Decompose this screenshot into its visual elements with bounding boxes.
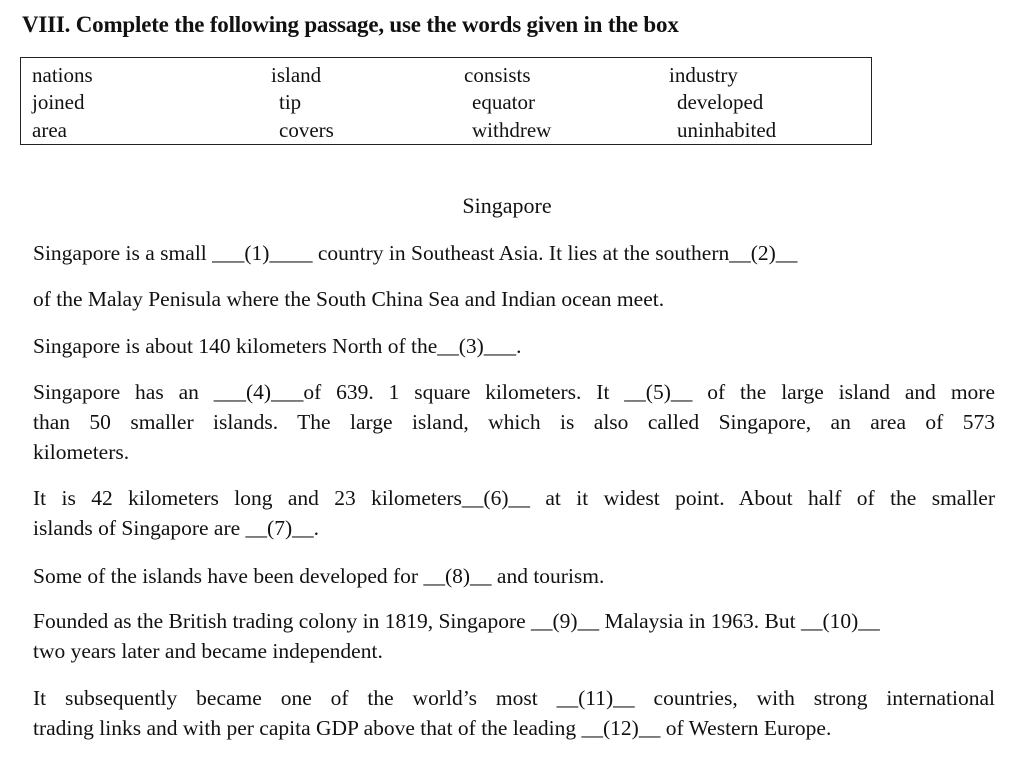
word-equator: equator: [472, 90, 535, 114]
word-consists: consists: [464, 63, 531, 87]
paragraph-5: [33, 561, 995, 591]
paragraph-4: [33, 483, 995, 543]
paragraph-3-line-1: Singapore has an ___(4)___of 639. 1 square kilometers. It __(5)__ of the large island and more: [33, 380, 995, 404]
word-uninhabited: uninhabited: [677, 118, 777, 142]
passage-title: Singapore: [462, 193, 552, 218]
word-withdrew: withdrew: [472, 118, 552, 142]
paragraph-3-line-2: than 50 smaller islands. The large island, which is also called Singapore, an area of 573: [33, 410, 995, 434]
word-nations: nations: [32, 63, 93, 87]
exercise-heading: VIII. Complete the following passage, use the words given in the box: [22, 12, 679, 37]
word-island: island: [271, 63, 322, 87]
word-box: [20, 57, 872, 145]
paragraph-5-line-1: Some of the islands have been developed for __(8)__ and tourism.: [33, 564, 605, 588]
word-industry: industry: [669, 63, 738, 87]
paragraph-2: [33, 331, 995, 361]
paragraph-7: [33, 683, 995, 743]
word-developed: developed: [677, 90, 764, 114]
paragraph-6-line-1: Founded as the British trading colony in 1819, Singapore __(9)__ Malaysia in 1963. But __(10)__: [33, 609, 880, 633]
paragraph-4-line-2: islands of Singapore are __(7)__.: [33, 516, 319, 540]
word-tip: tip: [279, 90, 302, 114]
paragraph-1: [33, 238, 995, 268]
word-area: area: [32, 118, 67, 142]
paragraph-1-line-1: Singapore is a small ___(1)____ country in Southeast Asia. It lies at the southern__(2)__: [33, 241, 798, 265]
word-covers: covers: [279, 118, 334, 142]
word-joined: joined: [32, 90, 85, 114]
paragraph-6: [33, 606, 995, 666]
paragraph-4-line-1: It is 42 kilometers long and 23 kilometers__(6)__ at it widest point. About half of the smaller: [33, 486, 995, 510]
paragraph-1-continued: [33, 284, 995, 314]
paragraph-6-line-2: two years later and became independent.: [33, 639, 383, 663]
paragraph-3: [33, 377, 995, 467]
paragraph-3-line-3: kilometers.: [33, 440, 130, 464]
paragraph-2-line-1: Singapore is about 140 kilometers North of the__(3)___.: [33, 334, 522, 358]
paragraph-7-line-2: trading links and with per capita GDP above that of the leading __(12)__ of Western Europe.: [33, 716, 832, 740]
paragraph-1-line-2: of the Malay Penisula where the South China Sea and Indian ocean meet.: [33, 287, 665, 311]
paragraph-7-line-1: It subsequently became one of the world’s most __(11)__ countries, with strong international: [33, 686, 995, 710]
